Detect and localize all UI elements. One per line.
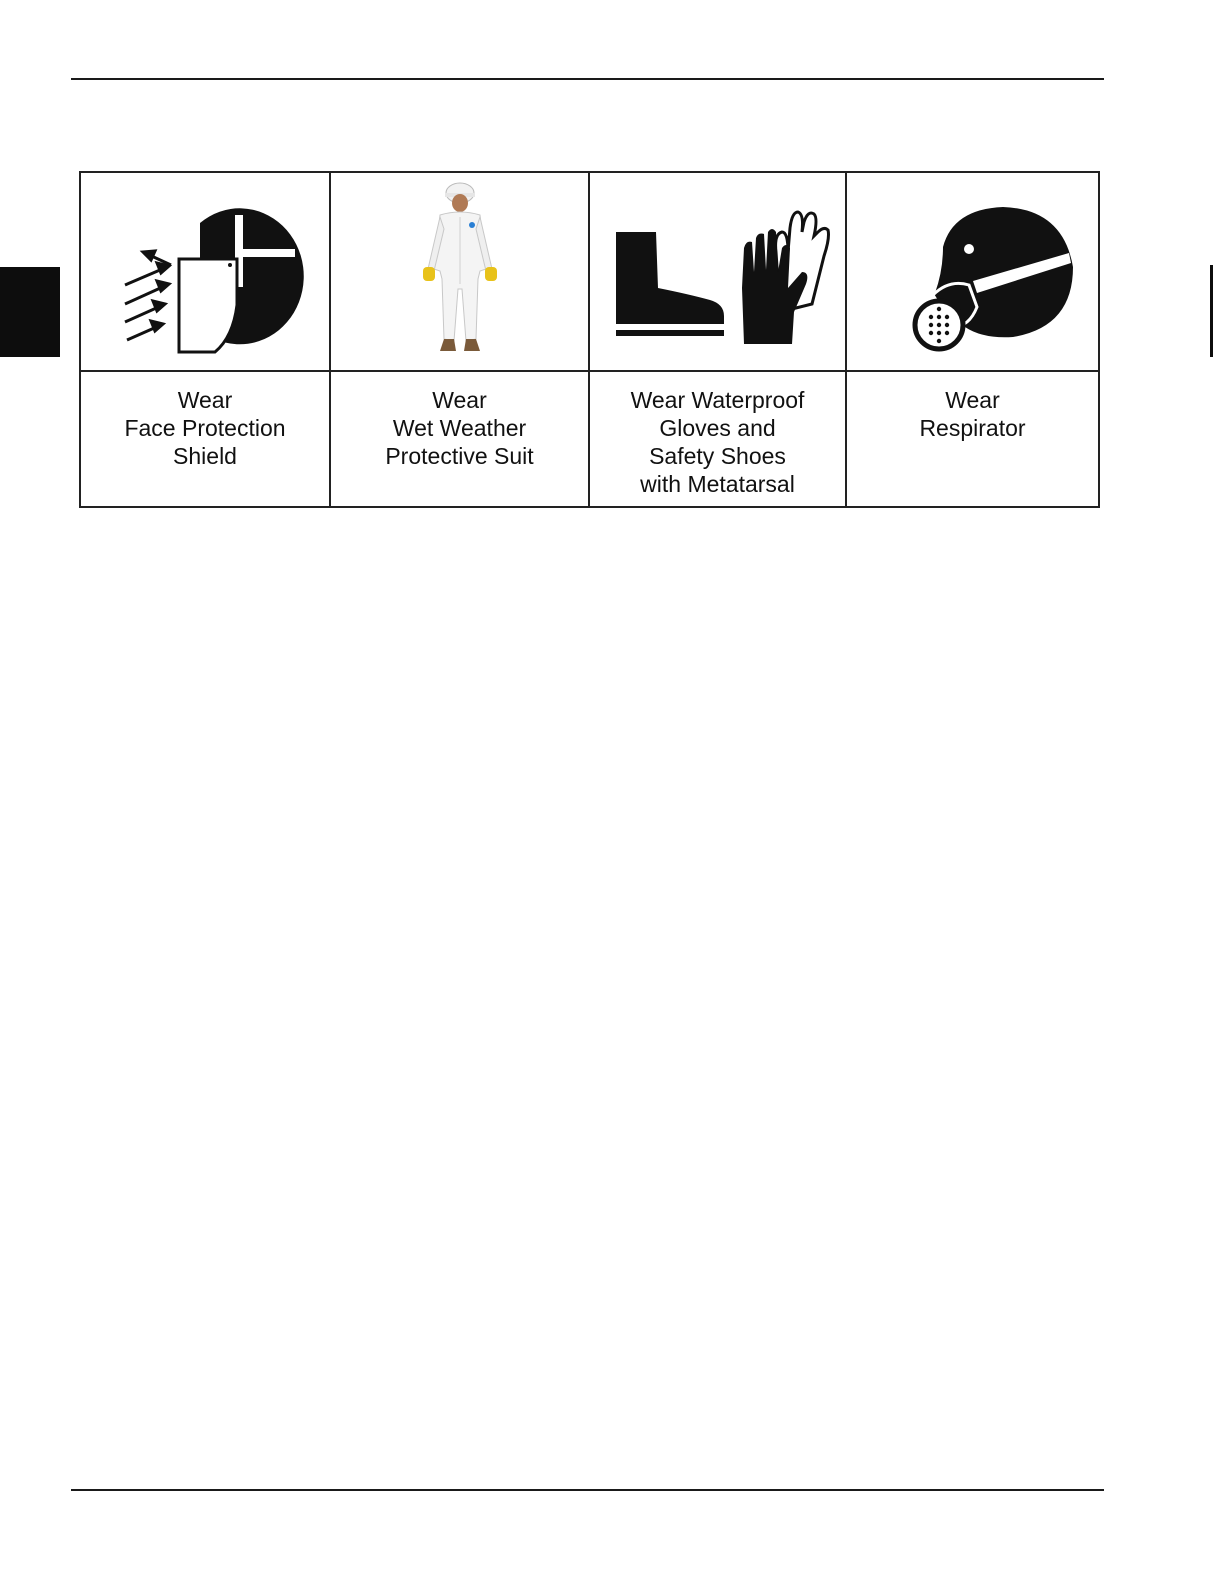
label-line: Shield: [173, 443, 237, 469]
label-line: with Metatarsal: [640, 471, 795, 497]
label-line: Safety Shoes: [649, 443, 786, 469]
label-line: Wet Weather: [392, 415, 527, 441]
protective-suit-photo: [410, 179, 510, 364]
label-line: Protective Suit: [385, 443, 534, 469]
label-line: Wear: [945, 387, 1000, 413]
respirator-icon-cell: [847, 173, 1098, 372]
page-edge-marker: [1210, 265, 1213, 357]
label-line: Respirator: [919, 415, 1026, 441]
header-rule: [71, 78, 1104, 80]
label-line: Face Protection: [124, 415, 286, 441]
label-line: Wear Waterproof: [630, 387, 805, 413]
boots-gloves-icon-cell: [590, 173, 847, 372]
label-line: Gloves and: [659, 415, 776, 441]
ppe-sign-table: [79, 171, 1100, 508]
respirator-icon: [873, 187, 1073, 357]
protective-suit-label: [331, 372, 590, 506]
label-line: Wear: [432, 387, 487, 413]
footer-rule: [71, 1489, 1104, 1491]
protective-suit-cell: [331, 173, 590, 372]
face-shield-icon: [105, 187, 305, 357]
face-shield-icon-cell: [81, 173, 331, 372]
label-line: Wear: [177, 387, 233, 413]
boots-gloves-icon: [598, 192, 838, 352]
boots-gloves-label: [590, 372, 847, 506]
face-shield-label: [81, 372, 331, 506]
section-tab-marker: [0, 267, 60, 357]
respirator-label: [847, 372, 1098, 506]
